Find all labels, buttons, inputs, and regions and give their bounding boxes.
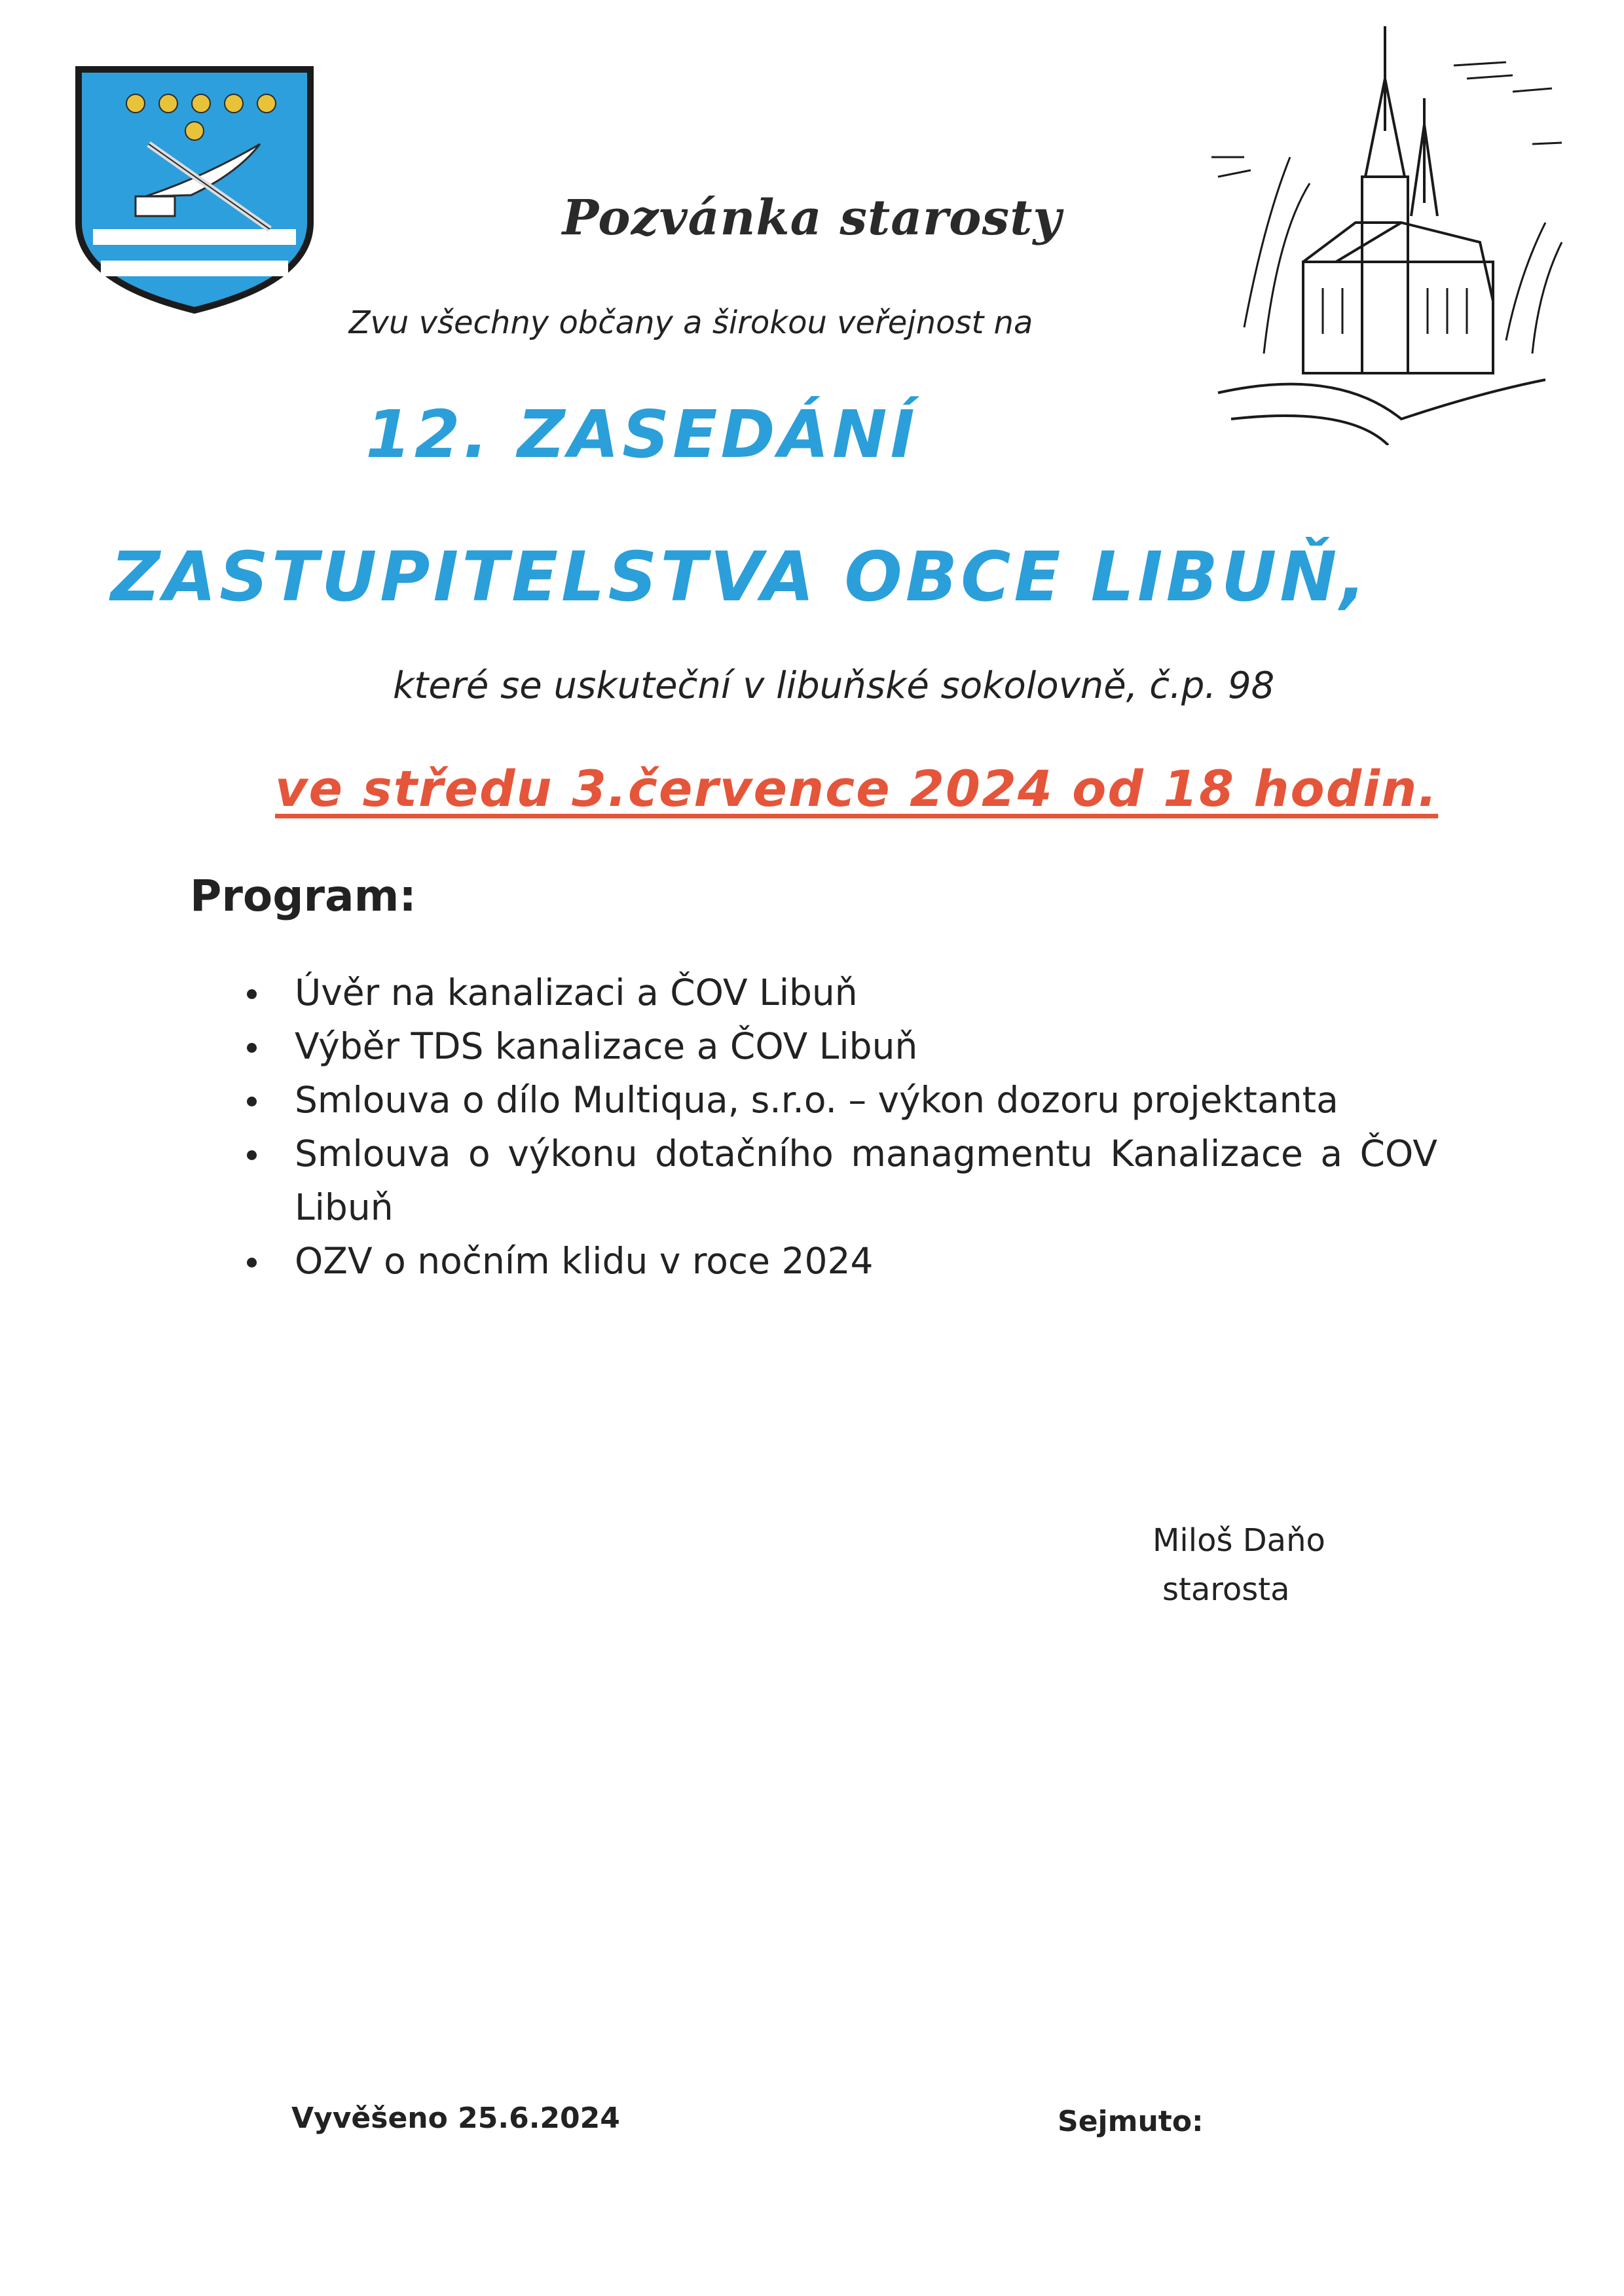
- list-item: OZV o nočním klidu v roce 2024: [239, 1234, 1437, 1288]
- page-title: Pozvánka starosty: [562, 190, 1062, 246]
- posted-date: Vyvěšeno 25.6.2024: [291, 2102, 620, 2135]
- invitation-line: Zvu všechny občany a širokou veřejnost na: [348, 304, 1033, 341]
- removed-date: Sejmuto:: [1058, 2105, 1204, 2138]
- list-item: Smlouva o výkonu dotačního managmentu Kanalizace a ČOV Libuň: [239, 1127, 1437, 1234]
- meeting-datetime: ve středu 3.července 2024 od 18 hodin.: [275, 759, 1439, 818]
- program-heading: Program:: [190, 871, 416, 921]
- signature-role: starosta: [1162, 1571, 1290, 1608]
- meeting-title-line-2: ZASTUPITELSTVA OBCE LIBUŇ,: [111, 537, 1369, 617]
- meeting-venue: které se uskuteční v libuňské sokolovně, č.p. 98: [393, 665, 1275, 707]
- program-list: [239, 966, 1437, 1288]
- signature-name: Miloš Daňo: [1153, 1522, 1325, 1559]
- meeting-title-line-1: 12. ZASEDÁNÍ: [365, 396, 918, 473]
- list-item: Úvěr na kanalizaci a ČOV Libuň: [239, 966, 1437, 1019]
- list-item: Výběr TDS kanalizace a ČOV Libuň: [239, 1019, 1437, 1073]
- list-item: Smlouva o dílo Multiqua, s.r.o. – výkon dozoru projektanta: [239, 1073, 1437, 1127]
